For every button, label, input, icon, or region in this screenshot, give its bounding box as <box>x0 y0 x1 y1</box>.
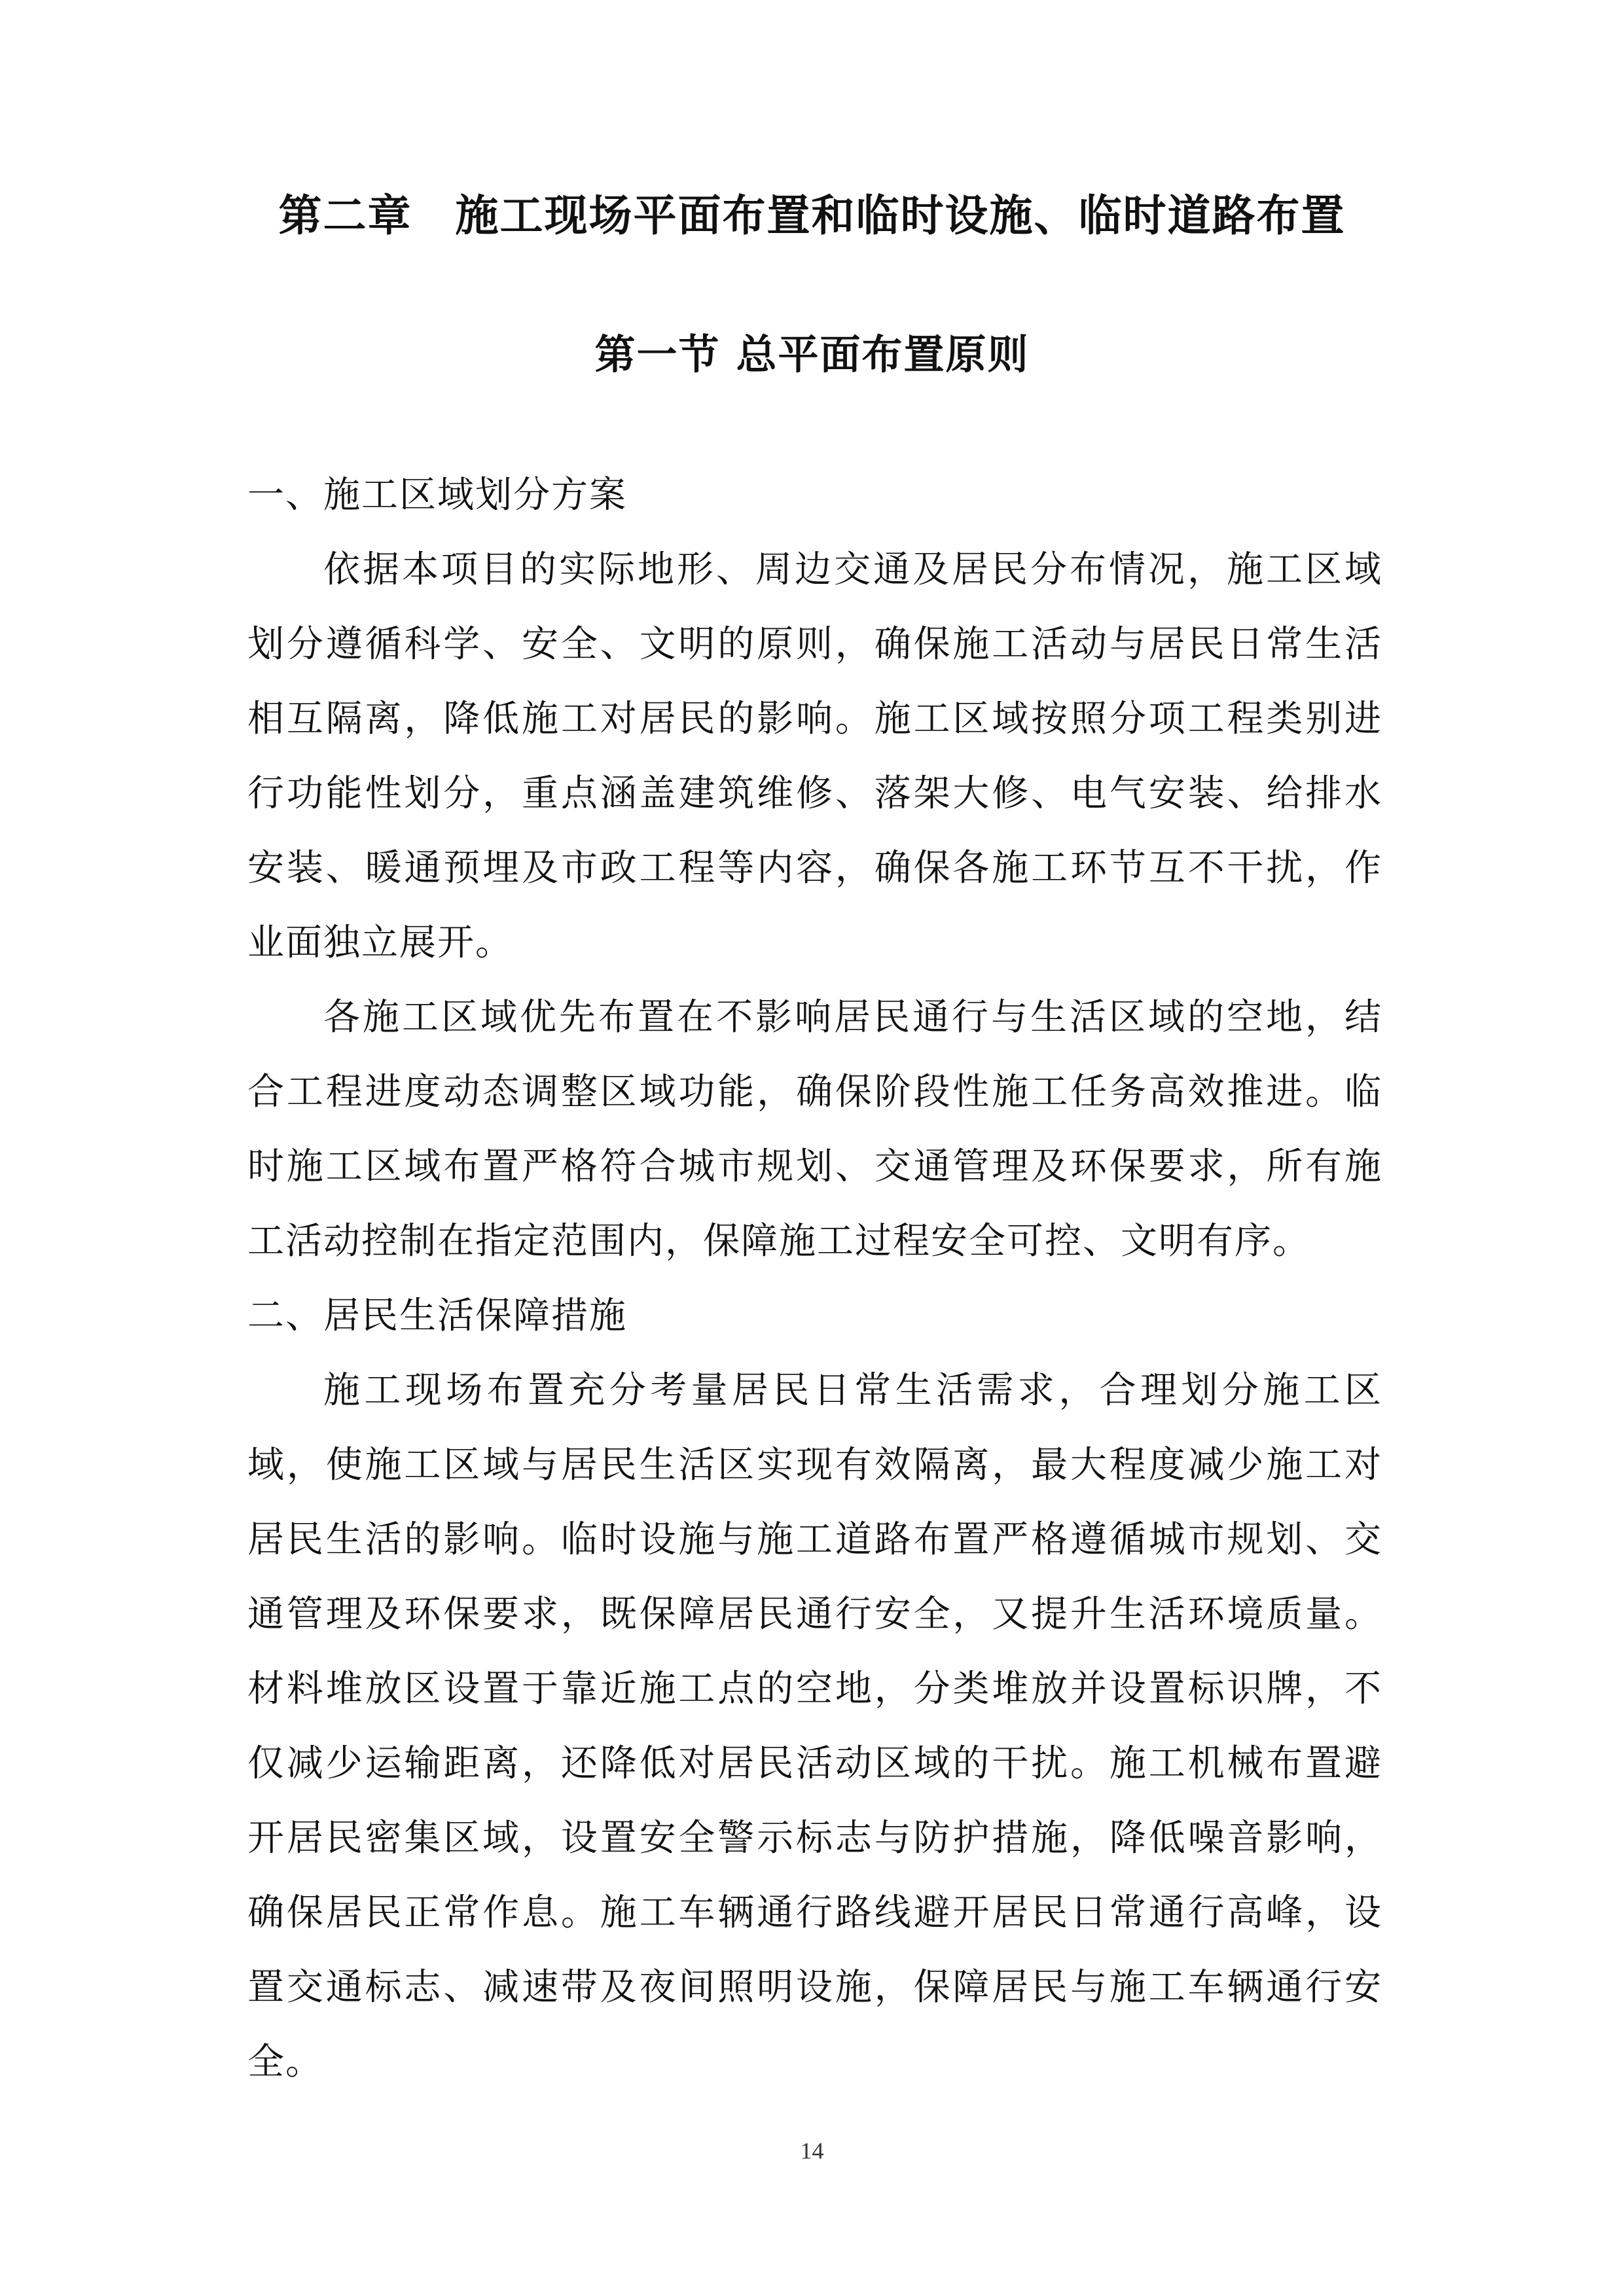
page-number: 14 <box>800 2138 824 2164</box>
section-title-text: 总平面布置原则 <box>736 331 1030 378</box>
section-label: 第一节 <box>594 331 721 378</box>
paragraph-resident-protection: 施工现场布置充分考量居民日常生活需求，合理划分施工区域，使施工区域与居民生活区实现有效隔离，最大程度减少施工对居民生活的影响。临时设施与施工道路布置严格遵循城市规划、交通管理及环保要求，既保障居民通行安全，又提升生活环境质量。材料堆放区设置于靠近施工点的空地，分类堆放并设置标识牌，不仅减少运输距离，还降低对居民活动区域的干扰。施工机械布置避开居民密集区域，设置安全警示标志与防护措施，降低噪音影响，确保居民正常作息。施工车辆通行路线避开居民日常通行高峰，设置交通标志、减速带及夜间照明设施，保障居民与施工车辆通行安全。 <box>247 1369 1382 2083</box>
subheading-zone-division: 一、施工区域划分方案 <box>247 474 627 516</box>
paragraph-zone-division-2: 各施工区域优先布置在不影响居民通行与生活区域的空地，结合工程进度动态调整区域功能，确保阶段性施工任务高效推进。临时施工区域布置严格符合城市规划、交通管理及环保要求，所有施工活动控制在指定范围内，保障施工过程安全可控、文明有序。 <box>247 996 1382 1263</box>
document-body <box>247 458 1382 2100</box>
chapter-title <box>0 190 1624 242</box>
subheading-resident-protection: 二、居民生活保障措施 <box>247 1295 627 1337</box>
chapter-label: 第二章 <box>278 190 412 241</box>
paragraph-zone-division-1: 依据本项目的实际地形、周边交通及居民分布情况，施工区域划分遵循科学、安全、文明的原则，确保施工活动与居民日常生活相互隔离，降低施工对居民的影响。施工区域按照分项工程类别进行功能性划分，重点涵盖建筑维修、落架大修、电气安装、给排水安装、暖通预埋及市政工程等内容，确保各施工环节互不干扰，作业面独立展开。 <box>247 548 1382 964</box>
section-title <box>0 331 1624 379</box>
chapter-title-text: 施工现场平面布置和临时设施、临时道路布置 <box>455 190 1346 241</box>
